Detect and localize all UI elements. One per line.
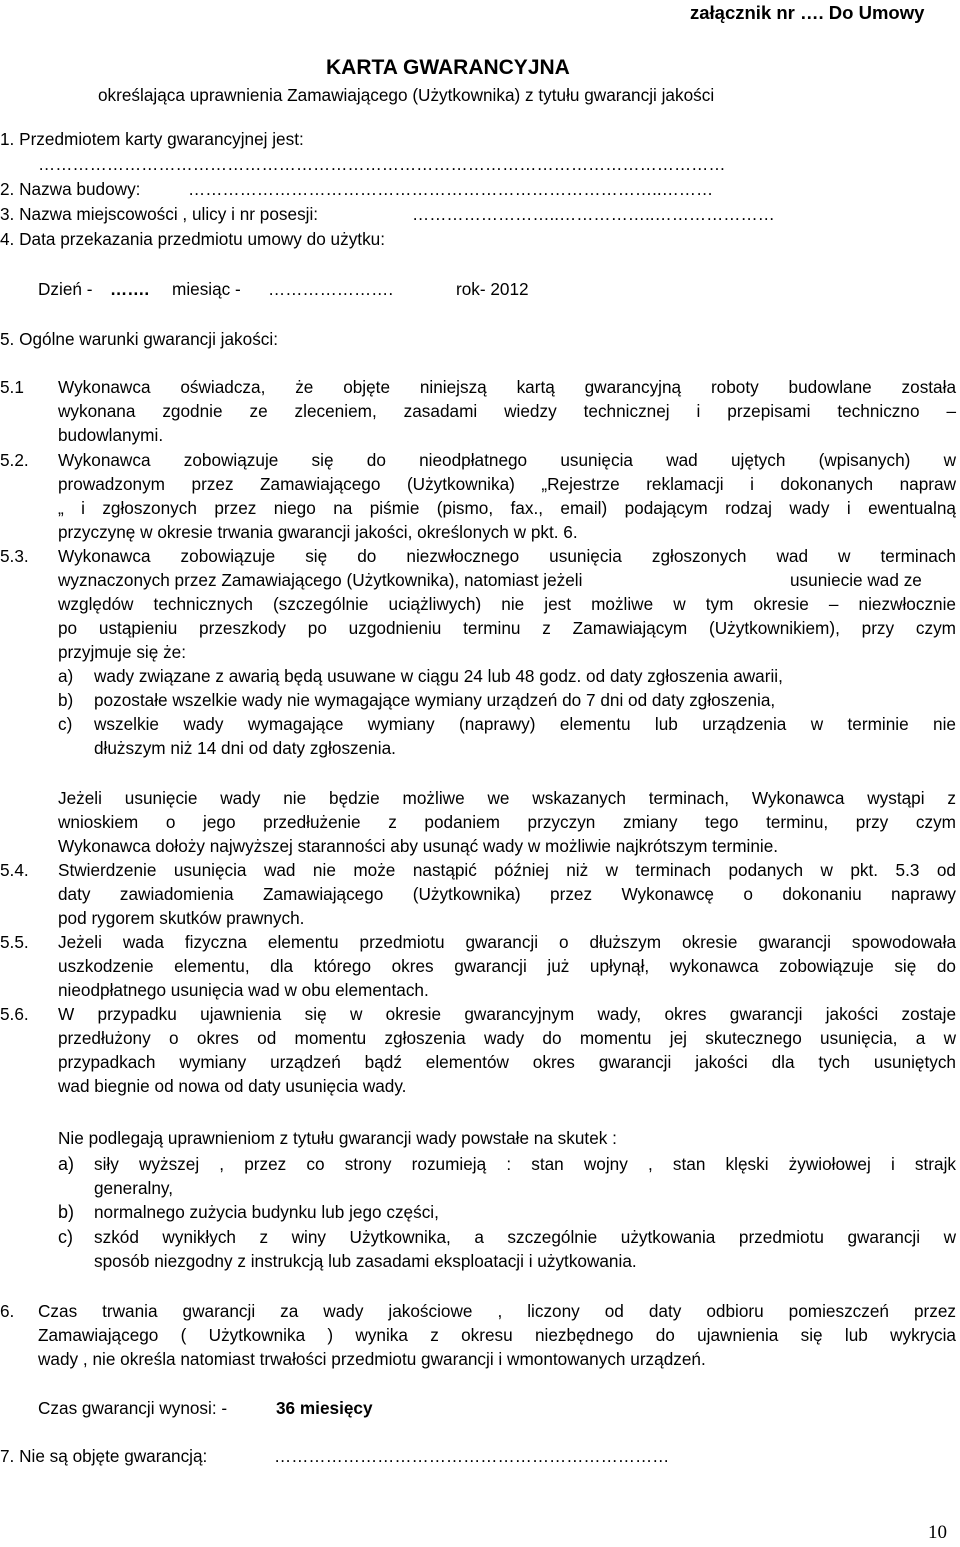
section-6-line: Zamawiającego ( Użytkownika ) wynika z okresu niezbędnego do ujawnienia się lub wykrycia [38, 1325, 956, 1345]
section-5-5-line: Jeżeli wada fizyczna elementu przedmiotu gwarancji o dłuższym okresie gwarancji spowodowała [58, 932, 956, 952]
section-5-3-extra-line: wnioskiem o jego przedłużenie z podaniem przyczyn zmiany tego terminu, przy czym [58, 812, 956, 832]
section-5-1-line: wykonana zgodnie ze zleceniem, zasadami wiedzy technicznej i przepisami techniczno – [58, 401, 956, 421]
section-5-4-line: daty zawiadomienia Zamawiającego (Użytkownika) przez Wykonawcę o dokonaniu naprawy [58, 884, 956, 904]
section-5-2-line: Wykonawca zobowiązuje się do nieodpłatnego usunięcia wad ujętych (wpisanych) w [58, 450, 956, 470]
page-title: KARTA GWARANCYJNA [326, 56, 570, 79]
section-5-3-line: przyjmuje się że: [58, 642, 186, 662]
exclusions-intro: Nie podlegają uprawnieniom z tytułu gwarancji wady powstałe na skutek : [58, 1128, 617, 1148]
list-item-text: pozostałe wszelkie wady nie wymagające wymiany urządzeń do 7 dni od daty zgłoszenia, [94, 690, 776, 710]
list-item-text: wszelkie wady wymagające wymiany (naprawy) elementu lub urządzenia w terminie nie [94, 714, 956, 734]
section-5-2-line: prowadzonym przez Zamawiającego (Użytkownika) „Rejestrze reklamacji i dokonanych napraw [58, 474, 956, 494]
date-year: rok- 2012 [456, 279, 529, 299]
section-6-number: 6. [0, 1301, 15, 1321]
item-7-label: 7. Nie są objęte gwarancją: [0, 1446, 208, 1466]
list-label: a) [58, 666, 74, 686]
section-5-1-line: budowlanymi. [58, 425, 164, 445]
date-day-fill: ……. [110, 279, 150, 299]
warranty-duration-label: Czas gwarancji wynosi: - [38, 1398, 228, 1418]
section-5-4-line: Stwierdzenie usunięcia wad nie może nastąpić później niż w terminach podanych w pkt. 5.3 od [58, 860, 956, 880]
section-6-line: Czas trwania gwarancji za wady jakościowe , liczony od daty odbioru pomieszczeń przez [38, 1301, 956, 1321]
date-month-label: miesiąc - [172, 279, 241, 299]
item-5-label: 5. Ogólne warunki gwarancji jakości: [0, 329, 278, 349]
item-2-fill: ………………………………………………………………………..……… [188, 179, 714, 199]
section-6-line: wady , nie określa natomiast trwałości przedmiotu gwarancji i wmontowanych urządzeń. [38, 1349, 706, 1369]
list-label: b) [58, 690, 74, 710]
page-number: 10 [928, 1522, 947, 1543]
list-item-text: siły wyższej , przez co strony rozumieją : stan wojny , stan klęski żywiołowej i strajk [94, 1154, 956, 1174]
section-5-3-number: 5.3. [0, 546, 29, 566]
item-3-label: 3. Nazwa miejscowości , ulicy i nr posesji: [0, 204, 319, 224]
item-4-label: 4. Data przekazania przedmiotu umowy do użytku: [0, 229, 385, 249]
list-label: c) [58, 1227, 73, 1247]
section-5-1-number: 5.1 [0, 377, 24, 397]
section-5-6-line: wad biegnie od nowa od daty usunięcia wady. [58, 1076, 407, 1096]
section-5-6-number: 5.6. [0, 1004, 29, 1024]
item-1-fill: ………………………………………………………………………………………………………… [38, 154, 726, 174]
section-5-5-line: nieodpłatnego usunięcia wad w obu elementach. [58, 980, 429, 1000]
section-5-3-line: wyznaczonych przez Zamawiającego (Użytkownika), natomiast jeżeli [58, 570, 583, 590]
section-5-2-number: 5.2. [0, 450, 29, 470]
list-label: c) [58, 714, 73, 734]
section-5-3-extra-line: Jeżeli usunięcie wady nie będzie możliwe we wskazanych terminach, Wykonawca wystąpi z [58, 788, 956, 808]
date-day-label: Dzień - [38, 279, 93, 299]
list-item-text: dłuższym niż 14 dni od daty zgłoszenia. [94, 738, 396, 758]
list-item-text: wady związane z awarią będą usuwane w ciągu 24 lub 48 godz. od daty zgłoszenia awarii, [94, 666, 783, 686]
section-5-3-extra-line: Wykonawca dołoży najwyższej staranności aby usunąć wady w możliwie najkrótszym terminie. [58, 836, 779, 856]
warranty-duration-value: 36 miesięcy [276, 1398, 373, 1418]
list-label: b) [58, 1202, 75, 1222]
list-item-text: generalny, [94, 1178, 173, 1198]
section-5-5-number: 5.5. [0, 932, 29, 952]
section-5-1-line: Wykonawca oświadcza, że objęte niniejszą kartą gwarancyjną roboty budowlane została [58, 377, 956, 397]
section-5-6-line: przypadkach wymiany urządzeń bądź elementów okres gwarancji jakości dla tych usuniętych [58, 1052, 956, 1072]
section-5-4-line: pod rygorem skutków prawnych. [58, 908, 305, 928]
item-7-fill: …………………………………………………………… [274, 1446, 670, 1466]
attachment-label: załącznik nr …. Do Umowy [690, 2, 925, 23]
page-subtitle: określająca uprawnienia Zamawiającego (Użytkownika) z tytułu gwarancji jakości [98, 85, 715, 105]
section-5-3-line: względów technicznych (szczególnie uciążliwych) nie jest możliwe w tym okresie – niezwłocznie [58, 594, 956, 614]
item-1-label: 1. Przedmiotem karty gwarancyjnej jest: [0, 129, 304, 149]
section-5-2-line: przyczynę w okresie trwania gwarancji jakości, określonych w pkt. 6. [58, 522, 578, 542]
section-5-5-line: uszkodzenie elementu, dla którego okres gwarancji już upłynął, wykonawca zobowiązuje się do [58, 956, 956, 976]
list-item-text: normalnego zużycia budynku lub jego części, [94, 1202, 439, 1222]
item-2-label: 2. Nazwa budowy: [0, 179, 141, 199]
section-5-2-line: „ i zgłoszonych przez niego na piśmie (pismo, fax., email) podającym rodzaj wady i ewentualną [58, 498, 956, 518]
list-label: a) [58, 1154, 75, 1174]
section-5-3-line: po ustąpieniu przeszkody po uzgodnieniu terminu z Zamawiającym (Użytkownikiem), przy czym [58, 618, 956, 638]
date-month-fill: …………………. [268, 279, 394, 299]
section-5-6-line: W przypadku ujawnienia się w okresie gwarancyjnym wady, okres gwarancji jakości zostaje [58, 1004, 956, 1024]
item-3-fill: ……………………..……………..………………… [412, 204, 775, 224]
section-5-3-line-right: usuniecie wad ze [790, 570, 922, 590]
list-item-text: szkód wynikłych z winy Użytkownika, a szczególnie użytkowania przedmiotu gwarancji w [94, 1227, 956, 1247]
list-item-text: sposób niezgodny z instrukcją lub zasadami eksploatacji i użytkowania. [94, 1251, 637, 1271]
section-5-6-line: przedłużony o okres od momentu zgłoszenia wady do momentu jej skutecznego usunięcia, a w [58, 1028, 956, 1048]
section-5-3-line: Wykonawca zobowiązuje się do niezwłocznego usunięcia zgłoszonych wad w terminach [58, 546, 956, 566]
section-5-4-number: 5.4. [0, 860, 29, 880]
